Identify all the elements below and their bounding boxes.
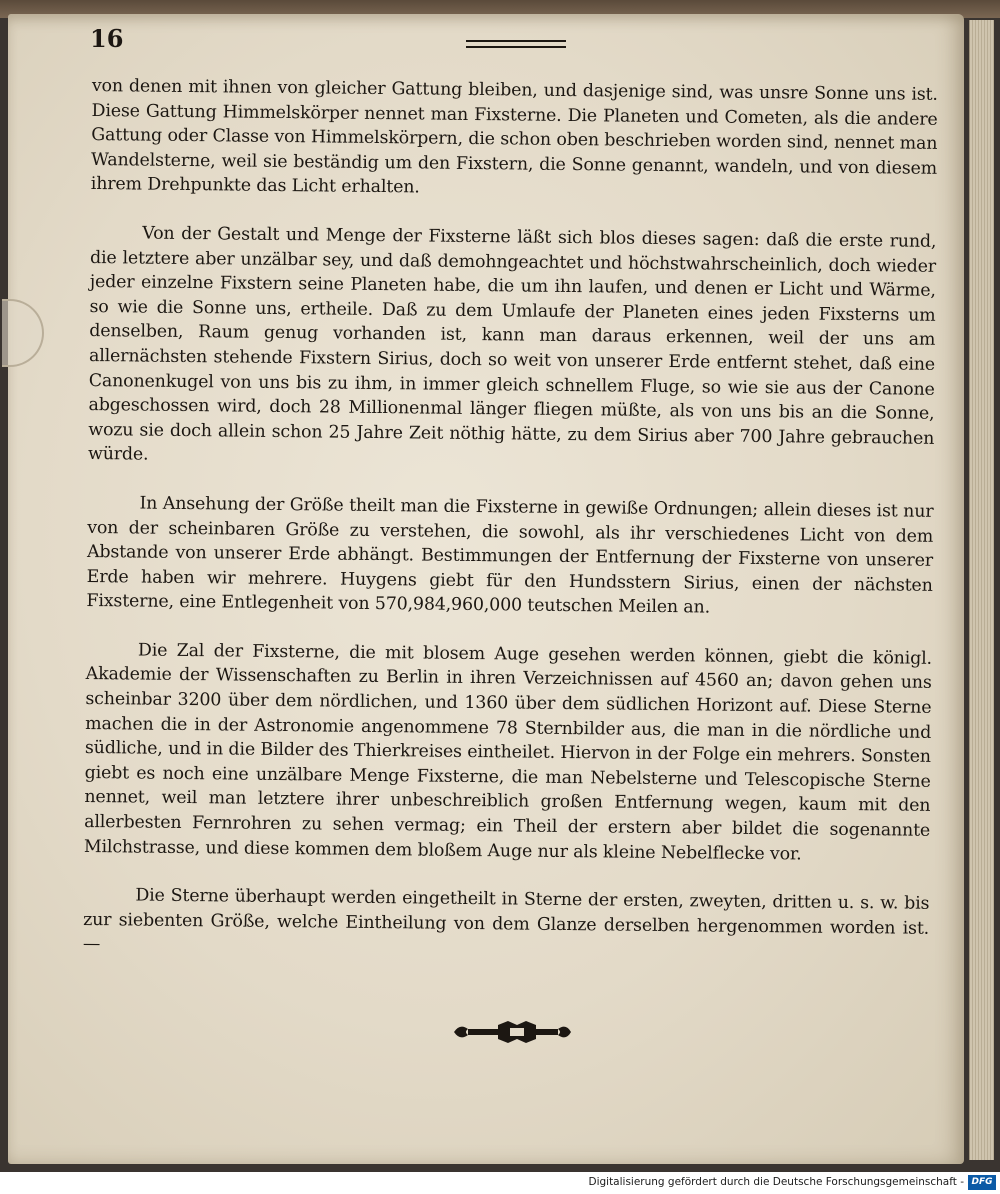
header-rule-bottom [466, 46, 566, 48]
digitization-credit: Digitalisierung gefördert durch die Deutsche Forschungsgemeinschaft - [588, 1176, 964, 1188]
body-text [83, 74, 938, 990]
paragraph-5: Die Sterne überhaupt werden eingetheilt in Sterne der ersten, zweyten, dritten u. s. w. bis zur siebenten Größe, welche Eintheilung von dem Glanze derselben hergenommen worden ist. — [82, 885, 930, 955]
page-stack-edge [969, 20, 994, 1160]
page-tab-mark [2, 299, 44, 367]
page-number: 16 [90, 24, 124, 53]
closing-ornament-icon [450, 1017, 575, 1047]
paragraph-1: von denen mit ihnen von gleicher Gattung bleiben, und dasjenige sind, was unsre Sonne uns ist. Diese Gattung Himmelskörper nennet man Fixsterne. Die Planeten und Cometen, als die andere Gattung oder Classe von Himmelskörpern, die schon oben beschrieben worden sind, nennet man Wandelsterne, weil sie beständig um den Fixstern, die Sonne genannt, wandeln, und von diesem ihrem Drehpunkte das Licht erhalten. [90, 75, 938, 198]
paragraph-3: In Ansehung der Größe theilt man die Fixsterne in gewiße Ordnungen; allein dieses ist nur von der scheinbaren Größe zu verstehen, die sowohl, als ihr verschiedenes Licht von dem Abstande von unserer Erde abhängt. Bestimmungen der Entfernung der Fixsterne von unserer Erde haben wir mehrere. Huygens giebt für den Hundsstern Sirius, einen der nächsten Fixsterne, eine Entlegenheit von 570,984,960,000 teutschen Meilen an. [86, 493, 934, 618]
header-double-rule [466, 40, 566, 50]
paragraph-4: Die Zal der Fixsterne, die mit blosem Auge gesehen werden können, giebt die königl. Akademie der Wissenschaften zu Berlin in ihren Verzeichnissen auf 4560 an; davon gehen uns scheinbar 3200 über dem nördlichen, und 1360 über dem südlichen Horizont auf. Diese Sterne machen die in der Astronomie angenommene 78 Sternbilder aus, die man in die nördliche und südliche, und in die Bilder des Thierkreises eintheilet. Hiervon in der Folge ein mehrers. Sonsten giebt es noch eine unzälbare Menge Fixsterne, die man Nebelsterne und Telescopische Sterne nennet, weil man letztere ihrer unbeschreiblich großen Entfernung wegen, kaum mit den allerbesten Fernrohren zu sehen vermag; ein Theil der erstern aber bildet die sogenannte Milchstrasse, und diese kommen dem bloßem Auge nur als kleine Nebelflecke vor. [83, 640, 933, 865]
footer-bar [0, 1172, 1000, 1194]
dfg-logo-icon: DFG [968, 1175, 996, 1190]
header-rule-top [466, 40, 566, 42]
paragraph-2: Von der Gestalt und Menge der Fixsterne läßt sich blos dieses sagen: daß die erste rund, die letztere aber unzälbar sey, und daß demohngeachtet und höchstwahrscheinlich, doch wieder jeder einzelne Fixstern seine Planeten habe, die um ihn laufen, und denen er Licht und Wärme, so wie die Sonne uns, ertheile. Daß zu dem Umlaufe der Planeten eines jeden Fixsterns um denselben, Raum genug vorhanden ist, kann man daraus erkennen, weil der uns am allernächsten stehende Fixstern Sirius, doch so weit von unserer Erde entfernt stehet, daß eine Canonenkugel von uns bis zu ihm, in immer gleich schnellem Fluge, so wie sie aus der Canone abgeschossen wird, doch 28 Millionenmal länger fliegen müßte, als von uns bis an die Sonne, wozu sie doch allein schon 25 Jahre Zeit nöthig hätte, zu dem Sirius aber 700 Jahre gebrauchen würde. [87, 223, 937, 465]
